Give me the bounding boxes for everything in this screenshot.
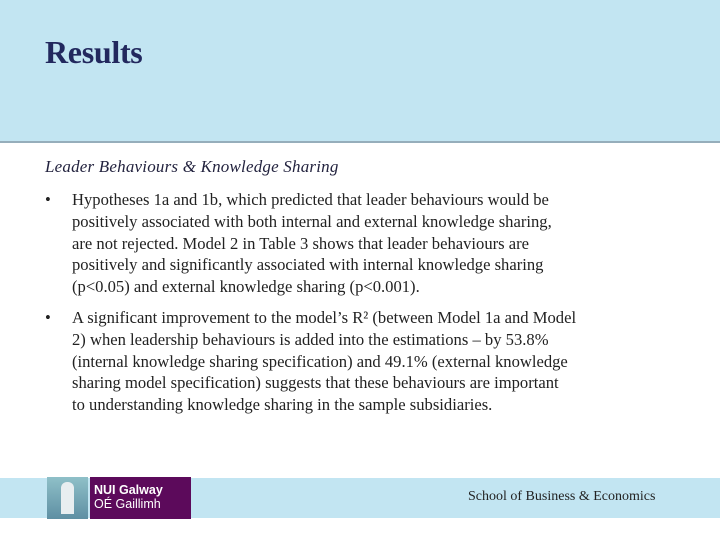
bullet-line: (internal knowledge sharing specification) and 49.1% (external knowledge (72, 351, 568, 371)
bullet-line: positively and significantly associated with internal knowledge sharing (72, 255, 544, 275)
bullet-line: sharing model specification) suggests that these behaviours are important (72, 373, 559, 393)
bullet-line: (p<0.05) and external knowledge sharing (p<0.001). (72, 277, 420, 297)
logo-line2: OÉ Gaillimh (94, 497, 161, 511)
nui-galway-logo (47, 477, 191, 519)
bullet-line: 2) when leadership behaviours is added into the estimations – by 53.8% (72, 329, 549, 349)
school-name: School of Business & Economics (468, 489, 656, 504)
bullet-line: to understanding knowledge sharing in the sample subsidiaries. (72, 395, 493, 415)
bullet-line: A significant improvement to the model’s R² (between Model 1a and Model (72, 307, 577, 327)
bullet-line: are not rejected. Model 2 in Table 3 shows that leader behaviours are (72, 233, 530, 253)
slide-subtitle: Leader Behaviours & Knowledge Sharing (45, 157, 339, 176)
bullet-item (45, 307, 685, 416)
bullet-icon: • (45, 307, 51, 327)
header-band (0, 0, 720, 143)
bullet-line: positively associated with both internal and external knowledge sharing, (72, 211, 552, 231)
bullet-icon: • (45, 190, 51, 209)
quadrangle-tower-icon (47, 477, 88, 519)
logo-line1: NUI Galway (94, 483, 163, 497)
bullet-item (45, 189, 685, 298)
slide-title: Results (45, 34, 143, 70)
logo-text-block (90, 477, 191, 519)
bullet-line: Hypotheses 1a and 1b, which predicted that leader behaviours would be (72, 190, 549, 209)
bullet-list (45, 189, 685, 425)
